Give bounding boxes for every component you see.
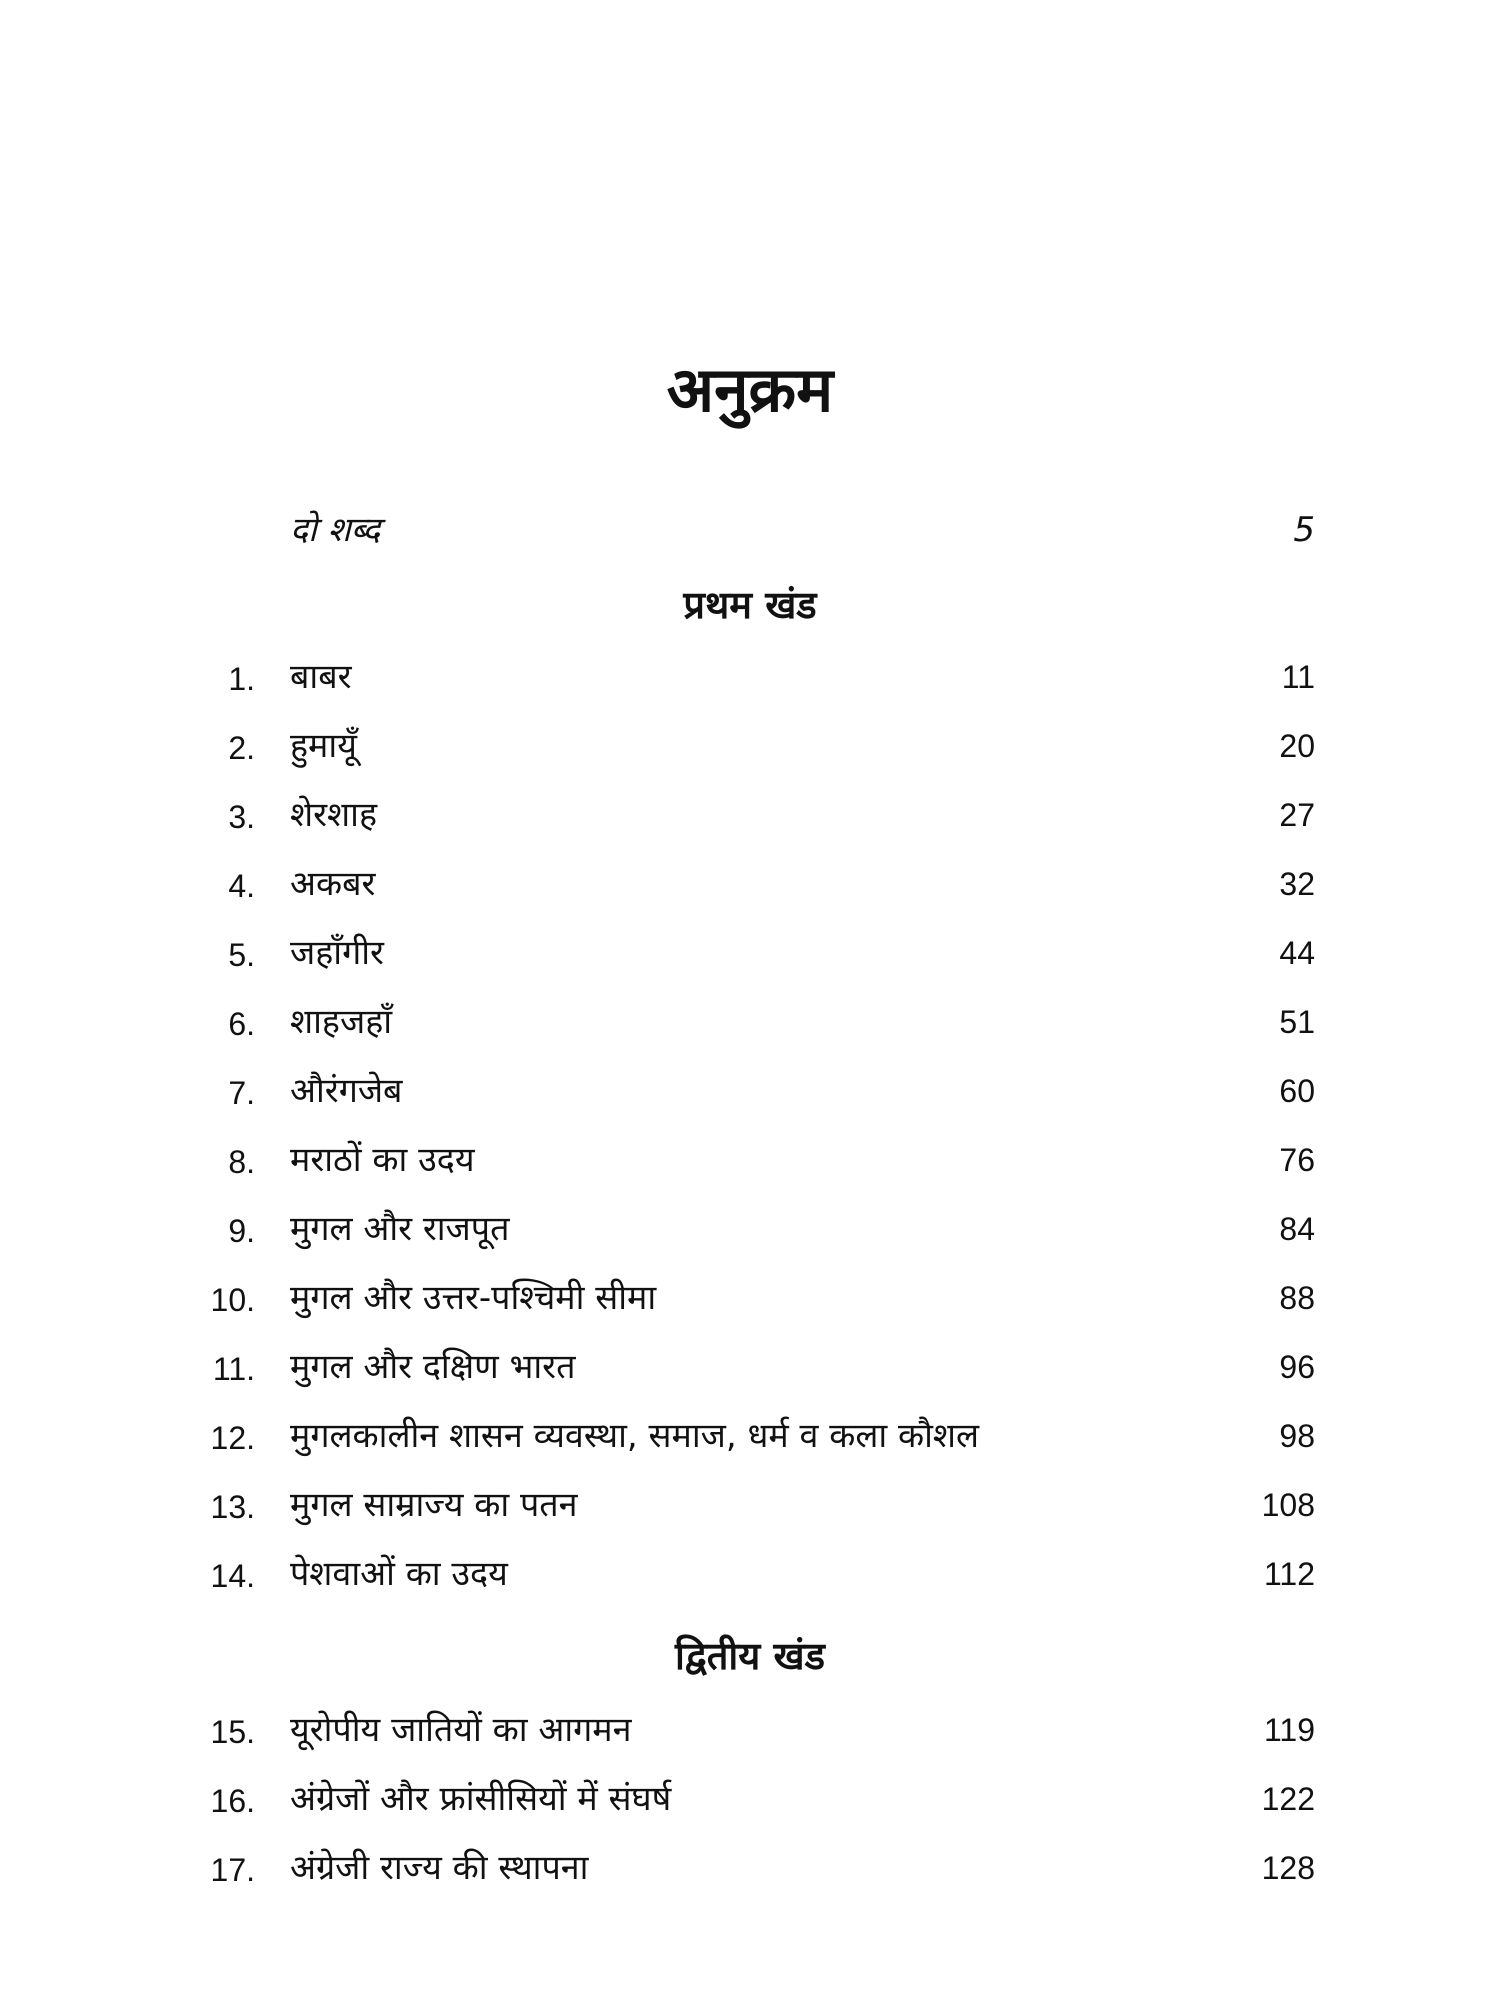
toc-entry bbox=[0, 1058, 1500, 1127]
entry-title: अंग्रेजों और फ्रांसीसियों में संघर्ष bbox=[290, 1779, 672, 1819]
entry-title: अंग्रेजी राज्य की स्थापना bbox=[290, 1848, 589, 1888]
toc-entry bbox=[0, 1472, 1500, 1541]
entry-number: 16. bbox=[210, 1783, 255, 1819]
entry-page-number: 44 bbox=[1279, 935, 1315, 971]
entry-number: 12. bbox=[210, 1420, 255, 1456]
page-title: अनुक्रम bbox=[666, 353, 834, 426]
toc-entry bbox=[0, 1334, 1500, 1403]
toc-entry bbox=[0, 1127, 1500, 1196]
entry-title: अकबर bbox=[290, 864, 376, 904]
toc-entry bbox=[0, 851, 1500, 920]
entry-page-number: 119 bbox=[1263, 1712, 1315, 1748]
entry-number: 11. bbox=[212, 1351, 255, 1387]
entry-number: 6. bbox=[228, 1006, 255, 1042]
entry-title: मुगल और राजपूत bbox=[290, 1209, 510, 1249]
entry-page-number: 11 bbox=[1281, 659, 1315, 695]
toc-entry bbox=[0, 713, 1500, 782]
entry-page-number: 112 bbox=[1263, 1556, 1315, 1592]
entry-title: शाहजहाँ bbox=[290, 1002, 393, 1042]
entry-number: 8. bbox=[228, 1144, 255, 1180]
entry-page-number: 76 bbox=[1279, 1142, 1315, 1178]
entry-title: मराठों का उदय bbox=[290, 1140, 475, 1180]
entry-title: मुगल और दक्षिण भारत bbox=[290, 1347, 576, 1387]
toc-entry bbox=[0, 644, 1500, 713]
section-heading-first: प्रथम खंड bbox=[683, 583, 817, 627]
toc-entry bbox=[0, 989, 1500, 1058]
entry-page-number: 20 bbox=[1279, 728, 1315, 764]
entry-number: 1. bbox=[228, 661, 255, 697]
entry-number: 10. bbox=[210, 1282, 255, 1318]
entry-title: मुगल साम्राज्य का पतन bbox=[290, 1485, 578, 1525]
entry-number: 7. bbox=[228, 1075, 255, 1111]
entry-title: औरंगजेब bbox=[290, 1071, 403, 1111]
toc-entry bbox=[0, 782, 1500, 851]
toc-entry bbox=[0, 1835, 1500, 1904]
entry-title: जहाँगीर bbox=[290, 933, 384, 973]
entry-page-number: 84 bbox=[1279, 1211, 1315, 1247]
toc-entry bbox=[0, 1403, 1500, 1472]
section-heading-second: द्वितीय खंड bbox=[675, 1634, 825, 1678]
entry-number: 3. bbox=[228, 799, 255, 835]
toc-entry bbox=[0, 1196, 1500, 1265]
toc-entry bbox=[0, 1541, 1500, 1610]
entry-number: 4. bbox=[228, 868, 255, 904]
entry-page-number: 108 bbox=[1261, 1487, 1315, 1523]
section-entries-second bbox=[0, 1697, 1500, 1904]
toc-entry bbox=[0, 1265, 1500, 1334]
entry-page-number: 32 bbox=[1279, 866, 1315, 902]
entry-title: मुगलकालीन शासन व्यवस्था, समाज, धर्म व कला कौशल bbox=[290, 1416, 980, 1456]
entry-number: 15. bbox=[210, 1714, 255, 1750]
entry-page-number: 88 bbox=[1279, 1280, 1315, 1316]
entry-page-number: 122 bbox=[1261, 1781, 1315, 1817]
entry-title: यूरोपीय जातियों का आगमन bbox=[290, 1710, 632, 1750]
preface-label: दो शब्द bbox=[290, 510, 381, 550]
entry-title: शेरशाह bbox=[290, 795, 378, 835]
entry-title: मुगल और उत्तर-पश्चिमी सीमा bbox=[290, 1278, 657, 1318]
entry-title: पेशवाओं का उदय bbox=[290, 1554, 508, 1594]
entry-page-number: 51 bbox=[1279, 1004, 1315, 1040]
entry-number: 14. bbox=[210, 1558, 255, 1594]
entry-page-number: 27 bbox=[1279, 797, 1315, 833]
toc-entry bbox=[0, 920, 1500, 989]
entry-page-number: 128 bbox=[1261, 1850, 1315, 1886]
entry-number: 5. bbox=[228, 937, 255, 973]
entry-page-number: 60 bbox=[1279, 1073, 1315, 1109]
toc-entry bbox=[0, 1697, 1500, 1766]
entry-page-number: 98 bbox=[1279, 1418, 1315, 1454]
entry-number: 13. bbox=[210, 1489, 255, 1525]
preface-entry bbox=[290, 505, 1315, 555]
preface-page-number: 5 bbox=[1293, 510, 1315, 550]
entry-number: 2. bbox=[228, 730, 255, 766]
toc-entry bbox=[0, 1766, 1500, 1835]
entry-number: 17. bbox=[210, 1852, 255, 1888]
entry-number: 9. bbox=[228, 1213, 255, 1249]
entry-title: बाबर bbox=[290, 657, 352, 697]
entry-page-number: 96 bbox=[1279, 1349, 1315, 1385]
section-entries-first bbox=[0, 644, 1500, 1610]
entry-title: हुमायूँ bbox=[290, 726, 357, 766]
